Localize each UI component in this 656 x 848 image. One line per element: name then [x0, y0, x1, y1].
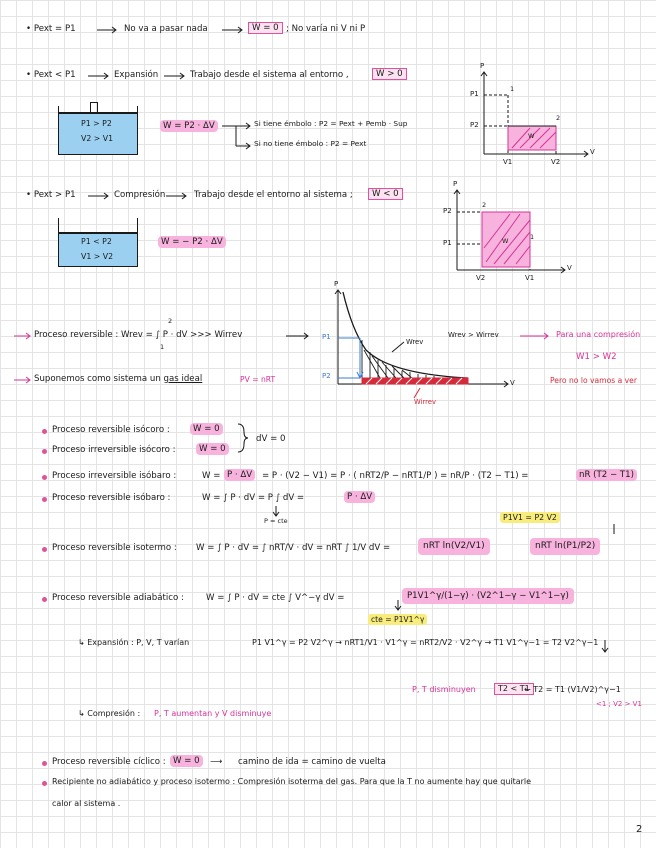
- s2-formula: W = P2 · ΔV: [160, 120, 218, 132]
- s2-branch1: Si tiene émbolo : P2 = Pext + Pemb · Sup: [254, 119, 408, 128]
- cyclic-w: W = 0: [170, 755, 203, 767]
- item-isochoric-rev: Proceso reversible isócoro :: [52, 425, 170, 435]
- g2-state2: 2: [482, 201, 487, 209]
- g2-v1: V1: [525, 274, 535, 282]
- s1-tail: ; No varía ni V ni P: [286, 24, 366, 34]
- graph-expansion: [481, 72, 588, 157]
- s3-work: W < 0: [368, 188, 403, 200]
- g2-p2: P2: [443, 207, 452, 215]
- isobaric-irrev-derivation: = P · (V2 − V1) = P · ( nRT2/P − nRT1/P ) = nR/P · (T2 − T1) =: [262, 471, 529, 481]
- adiabatic-compression-effect: P, T aumentan y V disminuye: [154, 709, 272, 718]
- g1-p1: P1: [470, 90, 479, 98]
- integral-upper: 2: [168, 317, 173, 325]
- item-isochoric-irrev-w: W = 0: [196, 443, 229, 455]
- g3-axis-p: P: [334, 280, 339, 288]
- g3-wirrev: Wirrev: [414, 398, 436, 406]
- adiabatic-constant: cte = P1V1^γ: [368, 614, 427, 625]
- integral-lower: 1: [160, 343, 165, 351]
- g1-state1: 1: [510, 85, 515, 93]
- bullet-dot: [42, 761, 47, 766]
- adiabatic-compression: ↳ Compresión :: [78, 709, 141, 718]
- g2-v2: V2: [476, 274, 486, 282]
- isobaric-irrev-w: W =: [202, 471, 221, 481]
- compression-note: Para una compresión: [556, 330, 641, 339]
- item-cyclic-rev: Proceso reversible cíclico :: [52, 757, 166, 767]
- bullet-dot: [42, 475, 47, 480]
- beaker-pressure: P1 < P2: [81, 237, 112, 246]
- bullet-dot: [42, 497, 47, 502]
- adiabatic-expansion-derivation: P1 V1^γ = P2 V2^γ → nRT1/V1 · V1^γ = nRT2/V2 · V2^γ → T1 V1^γ−1 = T2 V2^γ−1: [252, 638, 599, 647]
- p-const: P = cte: [264, 517, 288, 525]
- item-isobaric-irrev: Proceso irreversible isóbaro :: [52, 471, 177, 481]
- g2-axis-p: P: [453, 180, 458, 188]
- adiabatic-decrease: P, T disminuyen: [412, 685, 476, 694]
- beaker-volume: V2 > V1: [81, 134, 114, 143]
- item-isochoric-irrev: Proceso irreversible isócoro :: [52, 445, 176, 455]
- isothermal-derivation: W = ∫ P · dV = ∫ nRT/V · dV = nRT ∫ 1/V dV =: [196, 543, 391, 553]
- beaker-volume: V1 > V2: [81, 252, 114, 261]
- item-container-note-cont: calor al sistema .: [52, 799, 121, 808]
- piston: [58, 232, 138, 234]
- bullet: •: [26, 24, 32, 34]
- dv-zero: dV = 0: [256, 434, 286, 444]
- g1-axis-v: V: [590, 148, 595, 156]
- s2-lhs-line: [26, 70, 76, 80]
- g2-axis-v: V: [567, 264, 572, 272]
- isobaric-irrev-pdv: P · ΔV: [224, 469, 255, 481]
- ratio-note: <1 ; V2 > V1: [596, 700, 642, 708]
- bullet: •: [26, 190, 32, 200]
- graph-compression: [454, 190, 565, 273]
- piston-rod: [90, 102, 98, 113]
- g1-state2: 2: [556, 114, 561, 122]
- adiabatic-result: P1V1^γ/(1−γ) · (V2^1−γ − V1^1−γ): [402, 588, 574, 604]
- assume-text: Suponemos como sistema un: [34, 374, 161, 384]
- page-number: 2: [636, 824, 643, 835]
- s3-lhs-line: [26, 190, 76, 200]
- beaker-compression: [58, 218, 138, 267]
- bullet: •: [26, 70, 32, 80]
- g1-work: W: [528, 132, 535, 140]
- section-equal-pressure: [26, 24, 76, 34]
- work-comparison: Wrev > Wirrev: [448, 331, 499, 339]
- s2-text: Trabajo desde el sistema al entorno ,: [190, 70, 349, 80]
- isothermal-result-v: nRT ln(V2/V1): [418, 538, 490, 555]
- g2-state1: 1: [530, 233, 535, 241]
- s1-text: No va a pasar nada: [124, 24, 208, 34]
- item-isochoric-rev-w: W = 0: [190, 423, 223, 435]
- w1-gt-w2: W1 > W2: [576, 352, 617, 362]
- s1-lhs: Pext = P1: [33, 24, 76, 34]
- beaker-pressure: P1 > P2: [81, 119, 112, 128]
- s3-formula: W = − P2 · ΔV: [158, 236, 226, 248]
- isotherm-relation: P1V1 = P2 V2: [500, 512, 560, 523]
- isobaric-rev-derivation: W = ∫ P · dV = P ∫ dV =: [202, 493, 305, 503]
- adiabatic-expansion: ↳ Expansión : P, V, T varían: [78, 638, 190, 647]
- isobaric-rev-result: P · ΔV: [344, 491, 375, 503]
- isothermal-result-p: nRT ln(P1/P2): [530, 538, 600, 555]
- not-covered-note: Pero no lo vamos a ver: [550, 376, 637, 385]
- s2-work: W > 0: [372, 68, 407, 80]
- s2-expansion: Expansión: [114, 70, 159, 80]
- item-isothermal-rev: Proceso reversible isotermo :: [52, 543, 177, 553]
- ideal-gas: gas ideal: [163, 374, 203, 384]
- bullet-dot: [42, 547, 47, 552]
- ideal-gas-line: [34, 374, 202, 384]
- g3-p1: P1: [322, 333, 331, 341]
- g1-p2: P2: [470, 121, 479, 129]
- reversible-statement: Proceso reversible : Wrev = ∫ P · dV >>> Wirrev: [34, 330, 243, 340]
- s2-branch2: Si no tiene émbolo : P2 = Pext: [254, 139, 367, 148]
- piston: [58, 112, 138, 114]
- bullet-dot: [42, 597, 47, 602]
- bullet-dot: [42, 781, 47, 786]
- s3-lhs: Pext > P1: [33, 190, 76, 200]
- beaker-expansion: [58, 106, 138, 155]
- cyclic-arrow: ⟶: [210, 757, 223, 767]
- item-isobaric-rev: Proceso reversible isóbaro :: [52, 493, 171, 503]
- isobaric-irrev-result: nR (T2 − T1): [576, 469, 637, 481]
- item-container-note: Recipiente no adiabático y proceso isotermo : Compresión isoterma del gas. Para que la T no aumente hay que quitarle: [52, 777, 532, 786]
- s3-compression: Compresión: [114, 190, 166, 200]
- s2-lhs: Pext < P1: [33, 70, 76, 80]
- g2-p1: P1: [443, 239, 452, 247]
- g3-wrev: Wrev: [406, 338, 424, 346]
- g1-v1: V1: [503, 158, 513, 166]
- temperature-relation: ← T2 = T1 (V1/V2)^γ−1: [524, 685, 621, 694]
- bullet-dot: [42, 429, 47, 434]
- ideal-gas-law: PV = nRT: [240, 375, 276, 384]
- g1-axis-p: P: [480, 62, 485, 70]
- t2-lt-t1: T2 < T1: [494, 683, 534, 695]
- s3-text: Trabajo desde el entorno al sistema ;: [194, 190, 353, 200]
- g3-axis-v: V: [510, 379, 515, 387]
- item-adiabatic-rev: Proceso reversible adiabático :: [52, 593, 184, 603]
- g2-work: W: [502, 237, 509, 245]
- cyclic-path: camino de ida = camino de vuelta: [238, 757, 386, 767]
- bullet-dot: [42, 449, 47, 454]
- adiabatic-derivation: W = ∫ P · dV = cte ∫ V^−γ dV =: [206, 593, 345, 603]
- g3-p2: P2: [322, 372, 331, 380]
- g1-v2: V2: [551, 158, 561, 166]
- s1-work: W = 0: [248, 22, 283, 34]
